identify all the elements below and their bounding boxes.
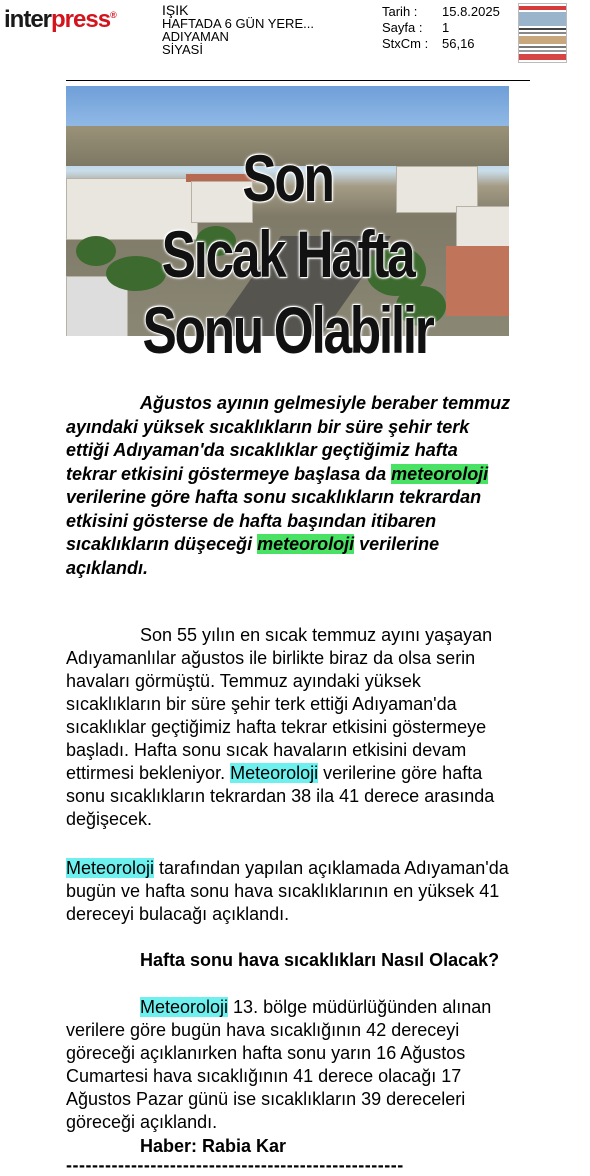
article-end-separator: ---------------------------------------------------- <box>66 1155 404 1175</box>
date-value: 15.8.2025 <box>442 4 500 19</box>
headline-line-2: Sıcak Hafta <box>161 217 414 291</box>
p1-text-1: Son 55 yılın en sıcak temmuz ayını yaşayan Adıyamanlılar ağustos ile birlikte biraz da olsa serin havaları görmüştü. Temmuz ayındaki yüksek sıcaklıkların bir süre şehir terk ettiği Adıyaman'da sıcaklıklar geçtiğimiz hafta tekrar etkisini göstermeye başladı. Hafta sonu sıcak havaların etkisini devam ettirmesi bekleniyor. <box>66 625 493 783</box>
date-row <box>382 4 500 20</box>
interpress-logo <box>4 6 116 34</box>
logo-registered-mark: ® <box>110 10 116 20</box>
stxcm-label: StxCm : <box>382 36 429 51</box>
page-value: 1 <box>442 20 450 35</box>
lead-highlight-meteoroloji-2: meteoroloji <box>257 534 355 554</box>
page-label: Sayfa : <box>382 20 423 35</box>
page-thumbnail[interactable] <box>518 3 567 63</box>
p2-highlight-meteoroloji: Meteoroloji <box>66 858 155 878</box>
lead-highlight-meteoroloji-1: meteoroloji <box>391 463 489 484</box>
article-byline: Haber: Rabia Kar <box>140 1136 287 1156</box>
header-divider <box>66 80 530 81</box>
lead-text-2: verilerine göre hafta sonu sıcaklıkların tekrardan etkisini gösterse de hafta başından itibaren sıcaklıkların düşeceği <box>66 487 482 554</box>
article-lead-text <box>66 392 512 580</box>
lead-text-1: Ağustos ayının gelmesiyle beraber temmuz ayındaki yüksek sıcaklıkların bir süre şehir terk ettiği Adıyaman'da sıcaklıklar geçtiğimiz hafta tekrar etkisini göstermeye başlasa da <box>66 393 511 484</box>
p2-text: tarafından yapılan açıklamada Adıyaman'da bugün ve hafta sonu hava sıcaklıklarının en yüksek 41 dereceyi bulacağı açıklandı. <box>66 858 509 924</box>
publication-frequency: HAFTADA 6 GÜN YERE... <box>162 16 314 31</box>
p3-highlight-meteoroloji: Meteoroloji <box>140 997 229 1017</box>
publication-city: ADIYAMAN <box>162 29 229 44</box>
article-paragraph-2 <box>66 857 512 926</box>
clipping-meta <box>382 4 500 52</box>
article-paragraph-1 <box>66 624 512 831</box>
p3-text: 13. bölge müdürlüğünden alınan verilere göre bugün hava sıcaklığının 42 dereceyi göreceği açıklanırken hafta sonu yarın 16 Ağustos Cumartesi hava sıcaklığının 41 derece olacağı 17 Ağustos Pazar günü ise sıcaklıkların 39 dereceleri göreceği açıklandı. <box>66 997 492 1132</box>
logo-main: inter <box>4 6 52 33</box>
stxcm-row <box>382 36 500 52</box>
date-label: Tarih : <box>382 4 418 19</box>
lead-text-3: verilerine açıklandı. <box>66 534 440 578</box>
article-subheading: Hafta sonu hava sıcaklıkları Nasıl Olacak? <box>140 950 500 970</box>
article-paragraph-3 <box>66 996 512 1134</box>
logo-accent: press <box>51 6 111 33</box>
stxcm-value: 56,16 <box>442 36 475 51</box>
headline-line-3: Sonu Olabilir <box>142 293 433 367</box>
headline-line-1: Son <box>242 141 333 215</box>
p1-highlight-meteoroloji: Meteoroloji <box>230 763 319 783</box>
publication-info <box>162 4 314 56</box>
publication-category: SİYASİ <box>162 42 203 57</box>
p1-text-2: verilerine göre hafta sonu sıcaklıkların tekrardan 38 ila 41 derece arasında değişecek. <box>66 763 495 829</box>
publication-name: IŞIK <box>162 2 189 18</box>
article-headline <box>115 140 461 368</box>
page-row <box>382 20 500 36</box>
